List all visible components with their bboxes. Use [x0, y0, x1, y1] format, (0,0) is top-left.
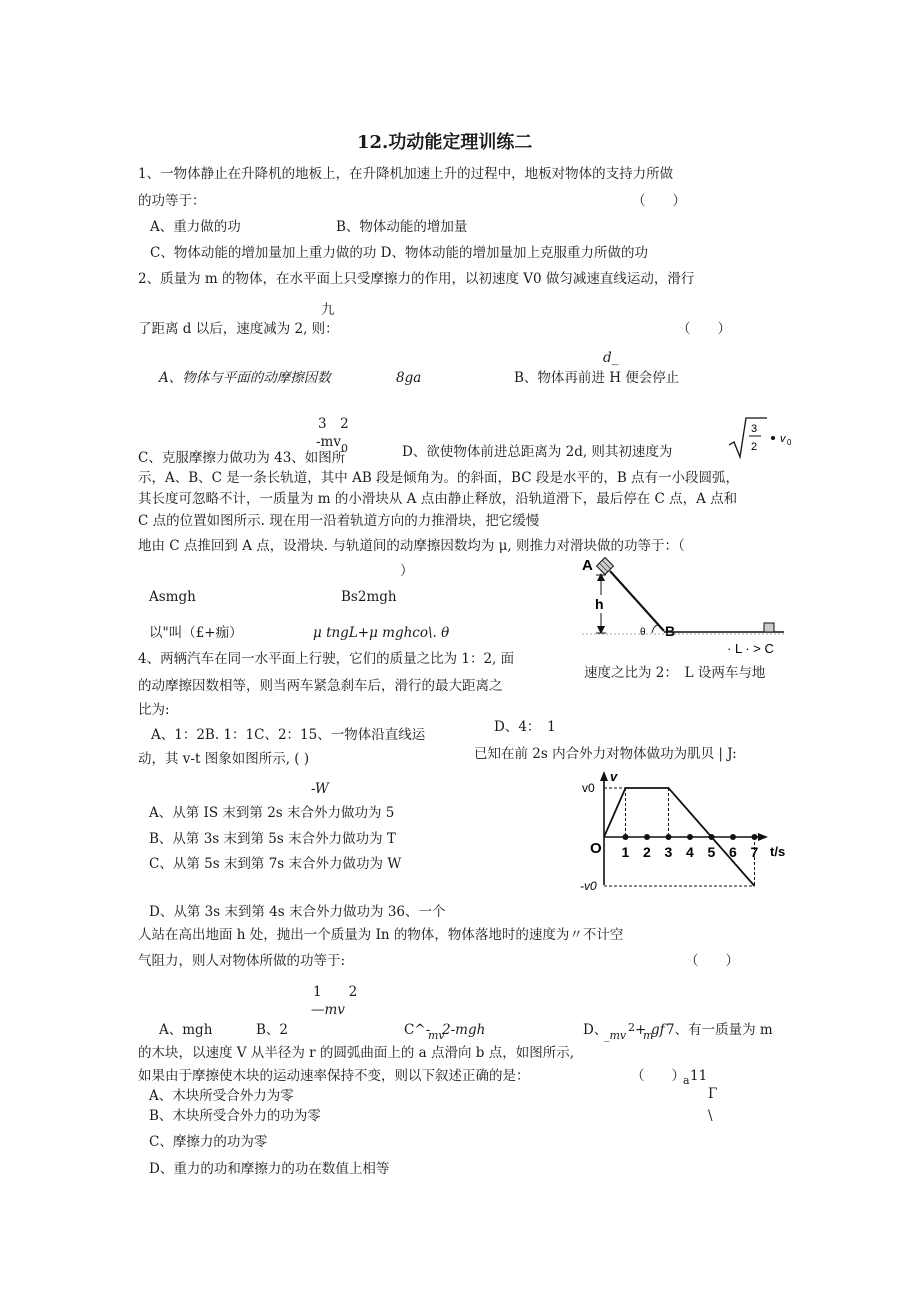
q6-option-c-formula: 2-mgh: [442, 1022, 486, 1038]
tick-dot-2: [644, 834, 650, 840]
radical-v-subscript: 0: [787, 438, 792, 447]
q7-option-d: D、重力的功和摩擦力的功在数值上相等: [149, 1161, 390, 1177]
tick-dot-1: [623, 834, 629, 840]
q7-stem-3: 如果由于摩擦使木块的运动速率保持不变，则以下叙述正确的是：: [138, 1068, 530, 1084]
q7-stem-2: 的木块，以速度 V 从半径为 r 的圆弧曲面上的 a 点滑向 b 点，如图所示,: [138, 1045, 575, 1061]
q7-option-a: A、木块所受合外力为零: [149, 1088, 294, 1104]
q7-figure-slash: \: [708, 1108, 713, 1124]
q7-answer-blank: （ ）: [631, 1068, 685, 1084]
tick-dot-6: [730, 834, 736, 840]
vt-graph: [570, 765, 800, 898]
q2-stem-cont: 了距离 d 以后，速度减为 2, 则：: [138, 321, 339, 337]
q4-stem-3: 比为:: [138, 702, 170, 718]
q2-option-c-q3-start: C、克服摩擦力做功为 43、如图所: [138, 450, 346, 466]
q6-option-b: B、2: [256, 1022, 289, 1038]
q6-option-a: A、mgh: [159, 1022, 213, 1038]
q4-options-q5-start: A、1：2B. 1：1C、2：15、一物体沿直线运: [151, 727, 426, 743]
track-point-b: B: [665, 623, 676, 639]
page-title: 12.功动能定理训练二: [357, 132, 533, 153]
q2-stem: 2、质量为 m 的物体，在水平面上只受摩擦力的作用，以初速度 V0 做匀减速直线运动，滑行: [138, 271, 695, 287]
q5-option-a: A、从第 IS 末到第 2s 末合外力做功为 5: [149, 805, 395, 821]
q6-option-c: C^-: [404, 1022, 431, 1038]
q4-stem-1: 4、两辆汽车在同一水平面上行驶，它们的质量之比为 1：2, 面: [138, 651, 515, 667]
q6-stem-1: 人站在高出地面 h 处，抛出一个质量为 In 的物体，物体落地时的速度为〃不计空: [138, 927, 624, 943]
q2-mv-subscript: 0: [341, 442, 348, 455]
q3-option-b: Bs2mgh: [341, 589, 397, 605]
q2-fraction-d: d_: [603, 350, 619, 366]
slider-block-c: [764, 623, 774, 632]
q2-answer-blank: （ ）: [677, 321, 731, 337]
q4-option-d: D、4： 1: [494, 719, 556, 735]
q2-option-a: A、物体与平面的动摩擦因数: [159, 370, 331, 386]
tick-label-3: 3: [664, 844, 673, 860]
track-angle-theta: θ: [640, 627, 646, 638]
q6-option-c-mv: mv: [428, 1029, 445, 1042]
tick-label-6: 6: [729, 844, 737, 860]
q2-option-a-formula: 8ga: [396, 370, 422, 386]
q7-option-c: C、摩擦力的功为零: [149, 1134, 268, 1150]
radical-expression: [727, 415, 799, 461]
q6-option-d-exponent: 2: [628, 1021, 635, 1034]
track-point-a: A: [582, 557, 593, 574]
q6-option-d-plus: +: [635, 1022, 647, 1038]
q3-stem-3: C 点的位置如图所示. 现在用一沿着轨道方向的力推滑块，把它缓慢: [138, 513, 540, 529]
tick-label-7: 7: [750, 844, 759, 860]
radical-denominator: 2: [751, 441, 758, 453]
q5-stem: 动，其 v-t 图象如图所示, ( ): [138, 751, 310, 767]
tick-dot-4: [687, 834, 693, 840]
q3-stem-4: 地由 C 点推回到 A 点，设滑块. 与轨道间的动摩擦因数均为 μ, 则推力对滑块做的功等于：（: [138, 538, 685, 554]
q1-option-cd: C、物体动能的增加量加上重力做的功 D、物体动能的增加量加上克服重力所做的功: [150, 245, 648, 261]
radical-numerator: 3: [751, 423, 758, 435]
q3-stem-1: 示，A、B、C 是一条长轨道，其中 AB 段是倾角为。的斜面，BC 段是水平的，B 点有一小段圆弧，: [138, 470, 740, 486]
q4-stem-right: 速度之比为 2： L 设两车与地: [584, 665, 766, 681]
track-figure: [572, 553, 792, 658]
tick-dot-3: [666, 834, 672, 840]
tick-label-4: 4: [686, 844, 694, 860]
q7-stem-1: 7、有一质量为 m: [666, 1022, 773, 1038]
q3-option-d: μ tngL+μ mghco\. θ: [313, 625, 450, 641]
q7-figure-gamma: Γ: [708, 1086, 718, 1102]
q2-option-b: B、物体再前进 H 便会停止: [514, 370, 680, 386]
incline-ab: [610, 571, 664, 631]
q2-mv: -mv: [316, 434, 341, 450]
track-point-c-label: · L · > C: [727, 641, 774, 656]
tick-dot-5: [709, 834, 715, 840]
t-axis-label: t/s: [770, 844, 786, 859]
q3-answer-close: ）: [400, 563, 414, 579]
q1-answer-blank: （ ）: [632, 193, 686, 209]
q5-condition: 已知在前 2s 内合外力对物体做功为肌贝 | J:: [474, 746, 737, 762]
q7-figure-11: 11: [690, 1068, 708, 1084]
q6-option-d-mv: _mv: [604, 1029, 627, 1042]
q6-stem-2: 气阻力，则人对物体所做的功等于:: [138, 953, 346, 969]
q3-option-a: Asmgh: [149, 589, 196, 605]
q5-fraction-w: -W: [311, 781, 329, 797]
q6-option-d-gf: gf: [651, 1022, 665, 1038]
q6-option-d: D、: [583, 1022, 608, 1038]
tick-dot-7: [752, 834, 758, 840]
q1-stem-cont: 的功等于：: [138, 193, 206, 209]
radical-v: v: [780, 433, 786, 445]
q5-option-c: C、从第 5s 末到第 7s 末合外力做功为 W: [149, 856, 402, 872]
q2-option-d: D、欲使物体前进总距离为 2d, 则其初速度为: [402, 444, 673, 460]
q7-figure-a: a: [683, 1074, 690, 1087]
q6-answer-blank: （ ）: [685, 953, 739, 969]
q6-option-d-m: m: [643, 1029, 654, 1042]
q4-stem-2: 的动摩擦因数相等，则当两车紧急刹车后，滑行的最大距离之: [138, 678, 503, 694]
neg-v0-label: -v0: [580, 879, 597, 893]
tick-label-2: 2: [643, 844, 651, 860]
tick-label-5: 5: [707, 844, 716, 860]
q5-option-b: B、从第 3s 末到第 5s 末合外力做功为 T: [149, 831, 396, 847]
q6-fraction-1-2: 1 2: [313, 984, 358, 1000]
q1-stem: 1、一物体静止在升降机的地板上，在升降机加速上升的过程中，地板对物体的支持力所做: [138, 166, 674, 182]
q3-stem-2: 其长度可忽略不计，一质量为 m 的小滑块从 A 点由静止释放，沿轨道滑下，最后停在 C 点，A 点和: [138, 491, 738, 507]
q1-option-b: B、物体动能的增加量: [336, 219, 468, 235]
tick-label-1: 1: [621, 844, 630, 860]
v-axis-label: v: [610, 769, 618, 784]
q1-option-a: A、重力做的功: [150, 219, 241, 235]
v0-label: v0: [582, 781, 595, 795]
q5-option-d-q6-start: D、从第 3s 末到第 4s 末合外力做功为 36、一个: [149, 904, 446, 920]
track-height-h: h: [595, 596, 604, 612]
origin-label: O: [590, 840, 602, 857]
q3-option-c: 以"叫（£+痂）: [149, 625, 243, 641]
q2-fraction-3-2: 3 2: [318, 416, 349, 432]
q6-fraction-mv: —mv: [311, 1002, 345, 1018]
q7-option-b: B、木块所受合外力的功为零: [149, 1108, 321, 1124]
q2-fraction-top: 九: [321, 302, 335, 318]
